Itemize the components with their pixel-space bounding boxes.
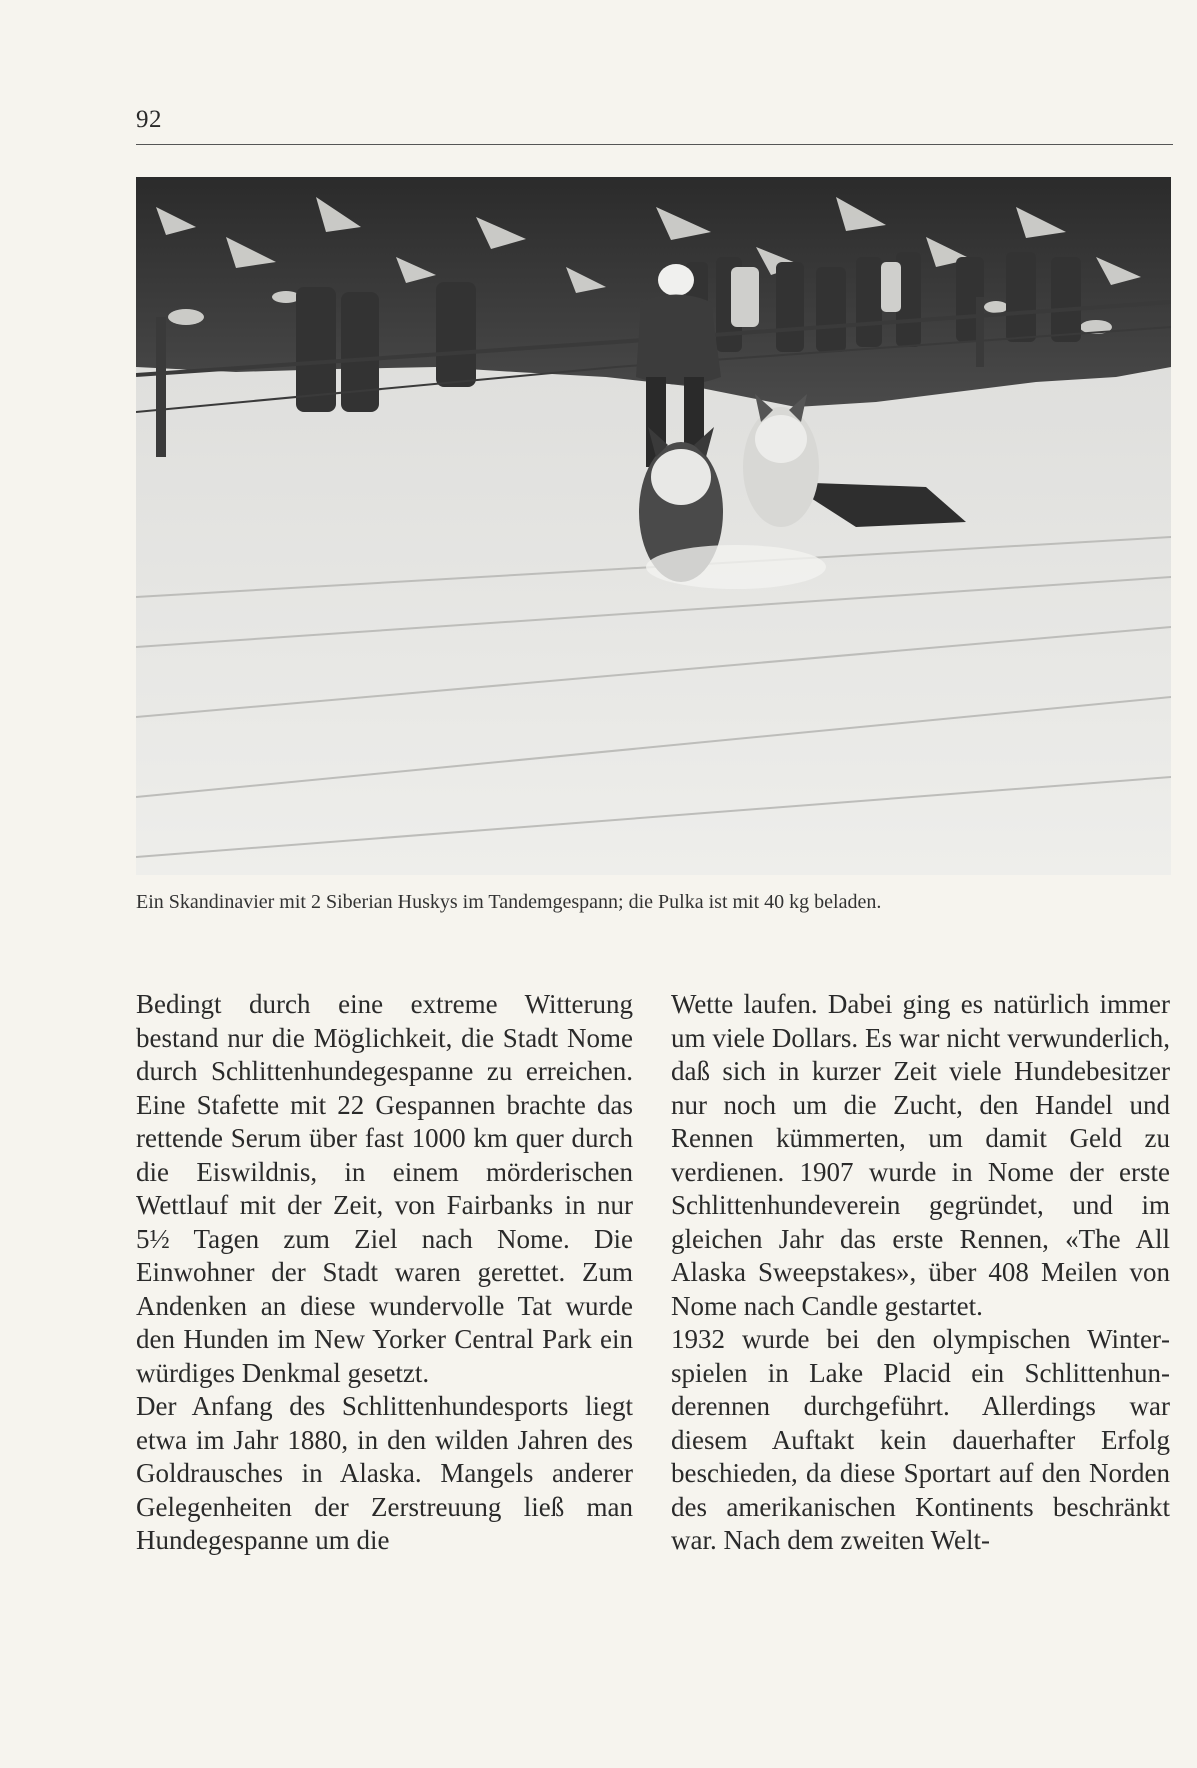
figure-caption: Ein Skandinavier mit 2 Siberian Huskys im Tandemgespann; die Pulka ist mit 40 kg beladen.: [136, 891, 882, 913]
paragraph: 1932 wurde bei den olympischen Winterspielen in Lake Placid ein Schlittenhunderennen durchgeführt. Allerdings war diesem Auftakt kein dauerhafter Erfolg beschieden, da diese Sportart auf den Norden des amerikanischen Kontinents beschränkt war. Nach dem zweiten Welt-: [671, 1324, 1170, 1555]
page-number: 92: [136, 106, 162, 133]
header-rule: [136, 144, 1173, 145]
paragraph: Bedingt durch eine extreme Witterung bestand nur die Möglichkeit, die Stadt Nome durch Schlittenhundegespanne zu erreichen. Eine Stafette mit 22 Gespannen brachte das rettende Serum über fast 1000 km quer durch die Eiswildnis, in einem mörderischen Wettlauf mit der Zeit, von Fairbanks in nur 5½ Tagen zum Ziel nach Nome. Die Einwohner der Stadt waren gerettet. Zum Andenken an diese wundervolle Tat wurde den Hunden im New Yorker Central Park ein würdiges Denkmal gesetzt.: [136, 989, 633, 1388]
photo-sled-dog-race: [136, 177, 1171, 875]
left-text-column: [136, 988, 633, 1558]
right-text-column: [671, 988, 1170, 1558]
paragraph: Der Anfang des Schlittenhundesports liegt etwa im Jahr 1880, in den wilden Jahren des Goldrausches in Alaska. Mangels anderer Gelegenheiten der Zerstreuung ließ man Hundegespanne um die: [136, 1391, 633, 1555]
paragraph: Wette laufen. Dabei ging es natürlich immer um viele Dollars. Es war nicht verwunderlich, daß sich in kurzer Zeit viele Hundebesitzer nur noch um die Zucht, den Handel und Rennen kümmerten, um damit Geld zu verdienen. 1907 wurde in Nome der erste Schlittenhundeverein gegründet, und im gleichen Jahr das erste Rennen, «The All Alaska Sweepstakes», über 408 Meilen von Nome nach Candle gestartet.: [671, 989, 1170, 1321]
